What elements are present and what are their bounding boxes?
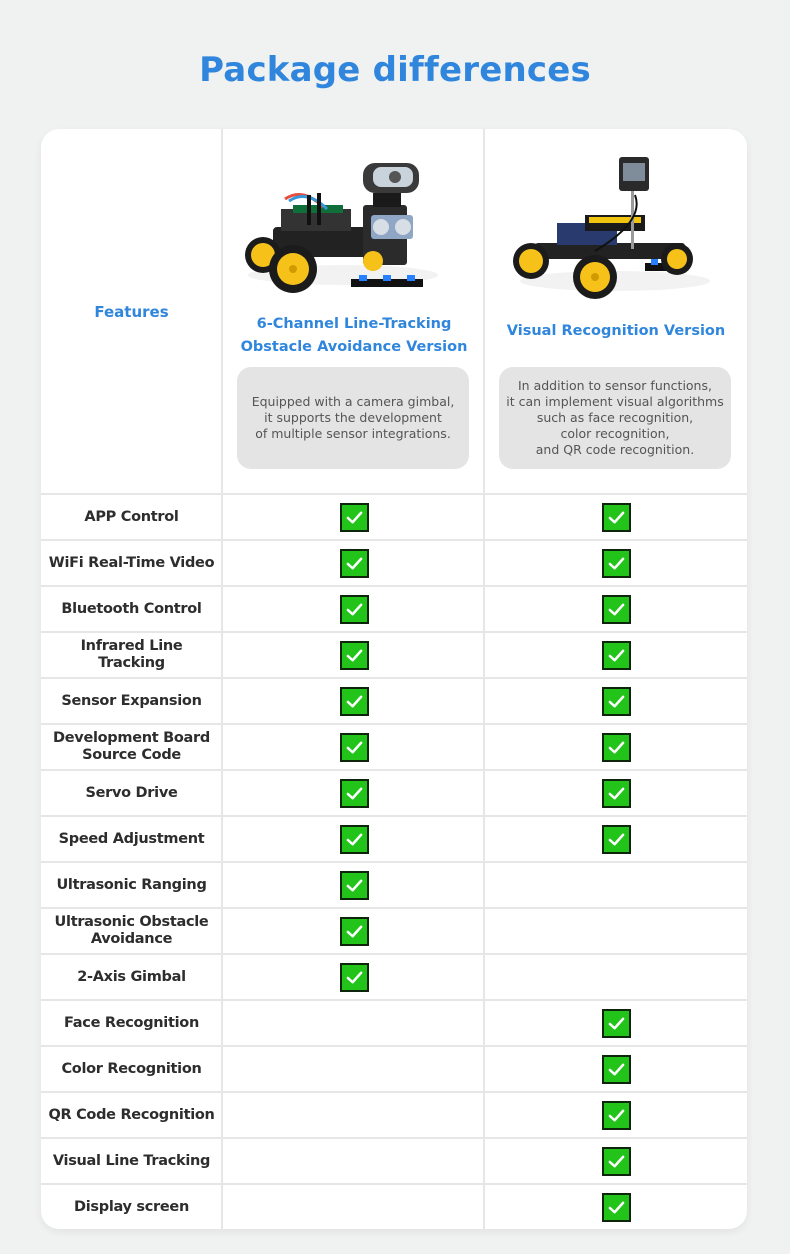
version-b-cell — [485, 1139, 747, 1183]
table-row — [41, 769, 747, 815]
page-title: Package differences — [199, 50, 591, 90]
checkmark-icon — [340, 641, 369, 670]
version-a-cell — [223, 817, 485, 861]
feature-rows — [41, 493, 747, 1229]
version-a-cell — [223, 909, 485, 953]
checkmark-icon — [602, 503, 631, 532]
version-b-header — [485, 129, 747, 494]
checkmark-icon — [340, 733, 369, 762]
checkmark-icon — [340, 503, 369, 532]
version-b-cell — [485, 1185, 747, 1229]
table-row — [41, 539, 747, 585]
desc-line: such as face recognition, — [536, 410, 694, 425]
column-divider — [221, 129, 223, 1229]
desc-line: it supports the development — [264, 410, 442, 425]
version-a-title-line2: Obstacle Avoidance Version — [240, 339, 468, 355]
version-a-cell — [223, 1047, 485, 1091]
features-column-header: Features — [94, 302, 169, 321]
checkmark-icon — [602, 1009, 631, 1038]
version-b-cell — [485, 1047, 747, 1091]
version-a-cell — [223, 1185, 485, 1229]
feature-label: Visual Line Tracking — [52, 1152, 211, 1169]
comparison-table — [41, 129, 747, 1229]
robot-car-display-screen-image — [485, 151, 747, 301]
checkmark-icon — [602, 825, 631, 854]
table-row — [41, 631, 747, 677]
version-a-cell — [223, 1139, 485, 1183]
checkmark-icon — [602, 549, 631, 578]
desc-line: color recognition, — [560, 426, 670, 441]
version-b-cell — [485, 909, 747, 953]
feature-label: Ultrasonic Obstacle Avoidance — [54, 914, 209, 947]
version-a-header — [223, 129, 485, 494]
version-b-cell — [485, 541, 747, 585]
checkmark-icon — [340, 595, 369, 624]
table-row — [41, 723, 747, 769]
version-a-title-line1: 6-Channel Line-Tracking — [256, 316, 452, 332]
robot-car-camera-gimbal-image — [223, 157, 485, 307]
table-row — [41, 585, 747, 631]
version-a-cell — [223, 679, 485, 723]
version-b-cell — [485, 955, 747, 999]
checkmark-icon — [340, 871, 369, 900]
feature-label: Sensor Expansion — [61, 692, 202, 709]
version-a-cell — [223, 495, 485, 539]
table-row — [41, 999, 747, 1045]
desc-line: of multiple sensor integrations. — [255, 426, 451, 441]
feature-label: Bluetooth Control — [61, 600, 202, 617]
version-a-cell — [223, 587, 485, 631]
table-row — [41, 953, 747, 999]
checkmark-icon — [602, 733, 631, 762]
checkmark-icon — [602, 1101, 631, 1130]
version-b-description — [499, 367, 731, 469]
desc-line: Equipped with a camera gimbal, — [251, 394, 455, 409]
version-b-cell — [485, 495, 747, 539]
feature-label: Speed Adjustment — [58, 830, 205, 847]
feature-label: Development Board Source Code — [53, 730, 210, 763]
feature-label: 2-Axis Gimbal — [77, 968, 186, 985]
version-a-cell — [223, 633, 485, 677]
checkmark-icon — [602, 595, 631, 624]
version-a-cell — [223, 1093, 485, 1137]
table-row — [41, 1091, 747, 1137]
feature-label: Display screen — [74, 1198, 189, 1215]
table-row — [41, 907, 747, 953]
feature-label: Infrared Line Tracking — [80, 638, 183, 671]
checkmark-icon — [340, 779, 369, 808]
checkmark-icon — [602, 1193, 631, 1222]
checkmark-icon — [340, 687, 369, 716]
table-row — [41, 815, 747, 861]
checkmark-icon — [340, 549, 369, 578]
desc-line: In addition to sensor functions, — [518, 378, 712, 393]
feature-label: QR Code Recognition — [48, 1106, 215, 1123]
checkmark-icon — [602, 1055, 631, 1084]
feature-label: Face Recognition — [64, 1014, 199, 1031]
checkmark-icon — [602, 641, 631, 670]
checkmark-icon — [602, 687, 631, 716]
version-a-cell — [223, 863, 485, 907]
version-b-cell — [485, 863, 747, 907]
feature-label: WiFi Real-Time Video — [48, 554, 215, 571]
version-b-cell — [485, 633, 747, 677]
checkmark-icon — [602, 779, 631, 808]
desc-line: it can implement visual algorithms — [506, 394, 724, 409]
version-a-cell — [223, 541, 485, 585]
version-b-cell — [485, 725, 747, 769]
table-row — [41, 493, 747, 539]
checkmark-icon — [602, 1147, 631, 1176]
version-a-description — [237, 367, 469, 469]
checkmark-icon — [340, 825, 369, 854]
feature-label: Ultrasonic Ranging — [56, 876, 207, 893]
feature-label: APP Control — [84, 508, 179, 525]
table-header — [41, 129, 747, 494]
version-b-cell — [485, 817, 747, 861]
version-a-cell — [223, 1001, 485, 1045]
table-row — [41, 1045, 747, 1091]
version-b-cell — [485, 771, 747, 815]
feature-label: Servo Drive — [85, 784, 178, 801]
version-b-cell — [485, 679, 747, 723]
table-row — [41, 1183, 747, 1229]
version-b-cell — [485, 1001, 747, 1045]
version-b-cell — [485, 587, 747, 631]
column-divider — [483, 129, 485, 1229]
checkmark-icon — [340, 963, 369, 992]
version-a-cell — [223, 725, 485, 769]
version-b-title: Visual Recognition Version — [506, 323, 726, 339]
version-b-cell — [485, 1093, 747, 1137]
table-row — [41, 1137, 747, 1183]
feature-label: Color Recognition — [61, 1060, 202, 1077]
desc-line: and QR code recognition. — [535, 442, 695, 457]
version-a-cell — [223, 955, 485, 999]
checkmark-icon — [340, 917, 369, 946]
table-row — [41, 861, 747, 907]
table-row — [41, 677, 747, 723]
version-a-cell — [223, 771, 485, 815]
